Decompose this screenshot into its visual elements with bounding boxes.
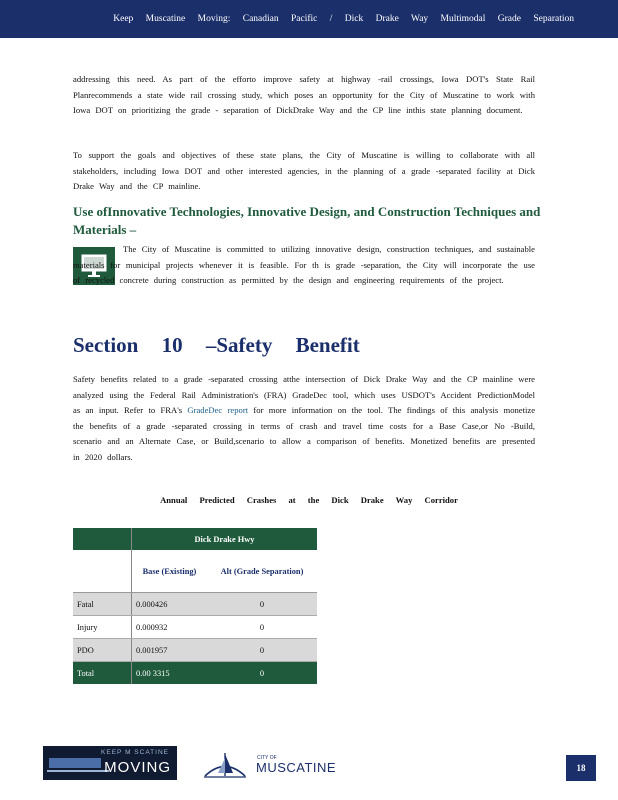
innovation-body: The City of Muscatine is committed to utilizing innovative design, construction techniques, and sustainable materials for municipal projects whenever it is feasible. For th is grade -separation, the City will incorporate the use of recycled concrete during construction as permitted by the design and engineering requirements of the project. — [73, 244, 535, 285]
paragraph-rail-plan: addressing this need. As part of the efforto improve safety at highway -rail crossings, Iowa DOT's State Rail Planrecommends a state wide rail crossing study, which poses an opportunity for the City of Muscatine to work with Iowa DOT on prioritizing the grade - separation of DickDrake Way and the CP line inthis state planning document. — [73, 74, 535, 115]
total-alt-value: 0 — [207, 662, 317, 685]
total-base-value: 0.00 3315 — [132, 662, 207, 685]
row-base-value: 0.001957 — [132, 639, 207, 662]
table-row — [73, 593, 317, 616]
sail-logo-icon — [202, 749, 248, 779]
row-label: Injury — [73, 616, 132, 639]
logo1-small-text: KEEP M SCATINE — [101, 749, 169, 756]
row-label: Fatal — [73, 593, 132, 616]
innovation-heading: Use ofInnovative Technologies, Innovative Design, and Construction Techniques and Materials – — [73, 204, 541, 237]
page-header — [0, 0, 618, 38]
page-number: 18 — [566, 755, 596, 781]
logo2-city-of: CITY OF — [257, 755, 277, 761]
header-title: Keep Muscatine Moving: Canadian Pacific / Dick Drake Way Multimodal Grade Separation — [113, 14, 574, 24]
table-caption: Annual Predicted Crashes at the Dick Drake Way Corridor — [160, 495, 458, 505]
column-header-alt: Alt (Grade Separation) — [207, 550, 317, 593]
table-row — [73, 639, 317, 662]
row-alt-value: 0 — [207, 593, 317, 616]
row-alt-value: 0 — [207, 616, 317, 639]
table-row — [73, 616, 317, 639]
train-icon — [49, 758, 101, 768]
paragraph-support: To support the goals and objectives of these state plans, the City of Muscatine is willing to collaborate with all stakeholders, including Iowa DOT and other interested agencies, in the planning of a grade -separated facility at Dick Drake Way and the CP mainline. — [73, 150, 535, 191]
section-title: Section 10 –Safety Benefit — [73, 333, 360, 357]
track-line — [47, 770, 109, 772]
safety-text-part2: for more information on the tool. The findings of this analysis monetize the benefits of a grade -separated crossing in terms of crash and travel time costs for a Base Case,or No -Build, scenario and an Alternate Case, or Build,scenario to allow a comparison of benefits. Monetized benefits are presented in 2020 dollars. — [73, 405, 536, 462]
row-alt-value: 0 — [207, 639, 317, 662]
city-of-muscatine-logo — [200, 748, 350, 780]
logo1-big-text: MOVING — [104, 759, 171, 776]
row-base-value: 0.000932 — [132, 616, 207, 639]
keep-muscatine-moving-logo — [43, 746, 177, 780]
logo2-name: MUSCATINE — [256, 760, 337, 775]
column-header-base: Base (Existing) — [132, 550, 207, 593]
total-label: Total — [73, 662, 132, 685]
table-group-header-row — [73, 528, 317, 550]
row-label: PDO — [73, 639, 132, 662]
gradedec-report-link[interactable]: GradeDec report — [187, 405, 249, 415]
row-base-value: 0.000426 — [132, 593, 207, 616]
crash-table — [73, 528, 317, 684]
safety-paragraph — [73, 372, 535, 465]
table-header-blank — [73, 550, 132, 593]
table-column-header-row — [73, 550, 317, 593]
table-total-row — [73, 662, 317, 685]
table-group-header: Dick Drake Hwy — [132, 528, 318, 550]
table-corner-cell — [73, 528, 132, 550]
safety-text-part1: Safety benefits related to a grade -separated crossing atthe intersection of Dick Drake Way and the CP mainline were analyzed using the Federal Rail Administration's (FRA) GradeDec tool, which uses USDOT's Accident PredictionModel as an input. Refer to FRA's — [73, 374, 535, 415]
